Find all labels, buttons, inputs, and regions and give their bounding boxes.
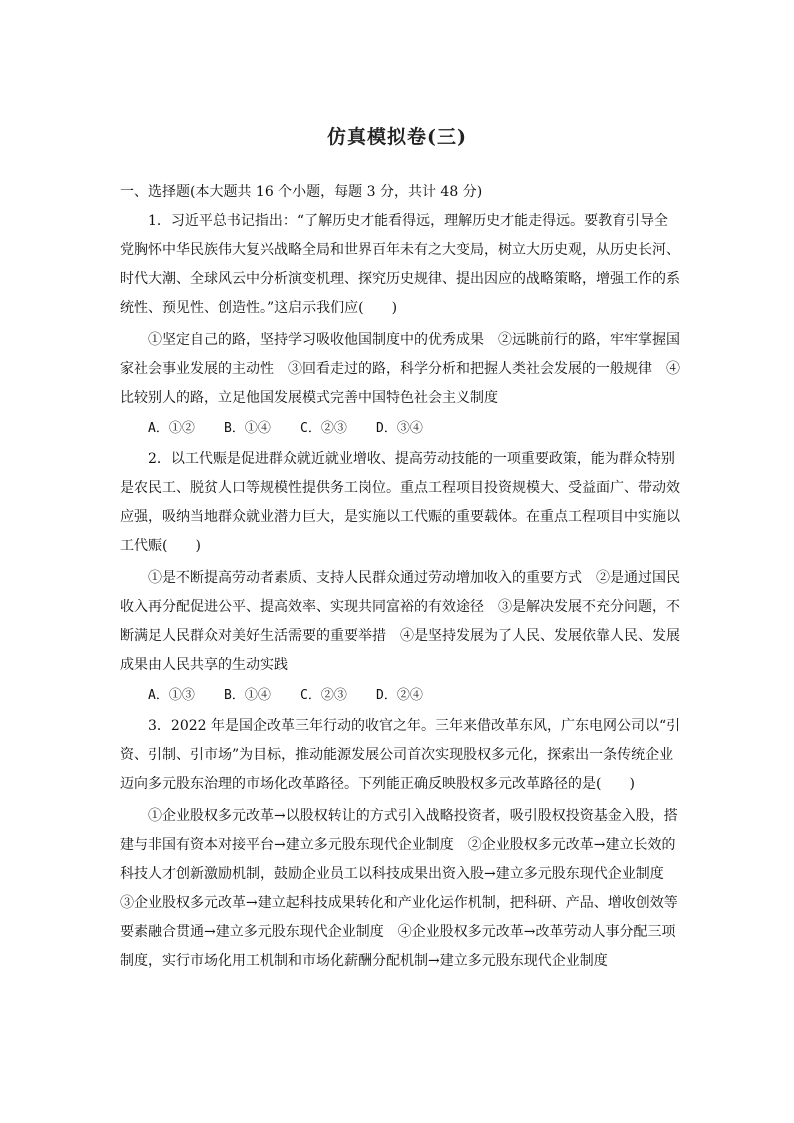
option-d[interactable]: D．③④ bbox=[376, 421, 423, 436]
question-1-stem-line: 党胸怀中华民族伟大复兴战略全局和世界百年未有之大变局，树立大历史观，从历史长河、 bbox=[120, 242, 680, 258]
question-2-statement-line: 断满足人民群众对美好生活需要的重要举措 ④是坚持发展为了人民、发展依靠人民、发展 bbox=[120, 628, 680, 644]
exam-content bbox=[120, 178, 680, 976]
question-3-stem-line: 资、引制、引市场”为目标，推动能源发展公司首次实现股权多元化，探索出一条传统企业 bbox=[120, 747, 674, 763]
question-3-statement-line: 要素融合贯通→建立多元股东现代企业制度 ④企业股权多元改革→改革劳动人事分配三项 bbox=[120, 924, 676, 940]
question-3-statement-line: 科技人才创新激励机制，鼓励企业员工以科技成果出资入股→建立多元股东现代企业制度 bbox=[120, 866, 664, 882]
question-1-statement-line: 家社会事业发展的主动性 ③回看走过的路，科学分析和把握人类社会发展的一般规律 ④ bbox=[120, 361, 680, 377]
question-2-statement-line: 成果由人民共享的生动实践 bbox=[120, 657, 288, 673]
question-2 bbox=[120, 445, 680, 712]
option-b[interactable]: B．①④ bbox=[224, 688, 271, 703]
question-1-stem-line: 时代大潮、全球风云中分析演变机理、探究历史规律、提出因应的战略策略，增强工作的系 bbox=[120, 271, 680, 287]
question-2-stem-line: 是农民工、脱贫人口等规模性提供务工岗位。重点工程项目投资规模大、受益面广、带动效 bbox=[120, 480, 680, 496]
option-a[interactable]: A．①③ bbox=[148, 688, 195, 703]
question-3-stem-line: 3．2022 年是国企改革三年行动的收官之年。三年来借改革东风，广东电网公司以“引 bbox=[148, 718, 681, 734]
question-3-statement-line: 制度，实行市场化用工机制和市场化薪酬分配机制→建立多元股东现代企业制度 bbox=[120, 953, 608, 969]
question-3-statement-line: ①企业股权多元改革→以股权转让的方式引入战略投资者，吸引股权投资基金入股，搭 bbox=[148, 808, 678, 824]
question-3-statement-line: ③企业股权多元改革→建立起科技成果转化和产业化运作机制，把科研、产品、增收创效等 bbox=[120, 895, 678, 911]
question-1-statement-line: 比较别人的路，立足他国发展模式完善中国特色社会主义制度 bbox=[120, 390, 498, 406]
question-2-options bbox=[120, 680, 680, 712]
question-3 bbox=[120, 712, 680, 976]
option-c[interactable]: C．②③ bbox=[300, 421, 347, 436]
question-3-statement-line: 建与非国有资本对接平台→建立多元股东现代企业制度 ②企业股权多元改革→建立长效的 bbox=[120, 837, 676, 853]
question-1-stem-line: 统性、预见性、创造性。”这启示我们应( ) bbox=[120, 300, 398, 316]
option-c[interactable]: C．②③ bbox=[300, 688, 347, 703]
question-1-stem-line: 1．习近平总书记指出：“了解历史才能看得远，理解历史才能走得远。要教育引导全 bbox=[148, 213, 669, 229]
question-1 bbox=[120, 207, 680, 445]
question-2-statement-line: 收入再分配促进公平、提高效率、实现共同富裕的有效途径 ③是解决发展不充分问题，不 bbox=[120, 599, 680, 615]
option-b[interactable]: B．①④ bbox=[224, 421, 271, 436]
question-2-stem-line: 2．以工代赈是促进群众就近就业增收、提高劳动技能的一项重要政策，能为群众特别 bbox=[148, 451, 675, 467]
question-2-stem-line: 工代赈( ) bbox=[120, 538, 201, 554]
question-1-statement-line: ①坚定自己的路，坚持学习吸收他国制度中的优秀成果 ②远眺前行的路，牢牢掌握国 bbox=[148, 332, 680, 348]
option-d[interactable]: D．②④ bbox=[376, 688, 423, 703]
question-2-statement-line: ①是不断提高劳动者素质、支持人民群众通过劳动增加收入的重要方式 ②是通过国民 bbox=[148, 570, 680, 586]
question-2-stem-line: 应强，吸纳当地群众就业潜力巨大，是实施以工代赈的重要载体。在重点工程项目中实施以 bbox=[120, 509, 680, 525]
question-1-options bbox=[120, 413, 680, 445]
section-heading: 一、选择题(本大题共 16 个小题，每题 3 分，共计 48 分) bbox=[120, 184, 483, 200]
page-title: 仿真模拟卷(三) bbox=[327, 126, 467, 148]
option-a[interactable]: A．①② bbox=[148, 421, 195, 436]
question-3-stem-line: 迈向多元股东治理的市场化改革路径。下列能正确反映股权多元改革路径的是( ) bbox=[120, 776, 635, 792]
